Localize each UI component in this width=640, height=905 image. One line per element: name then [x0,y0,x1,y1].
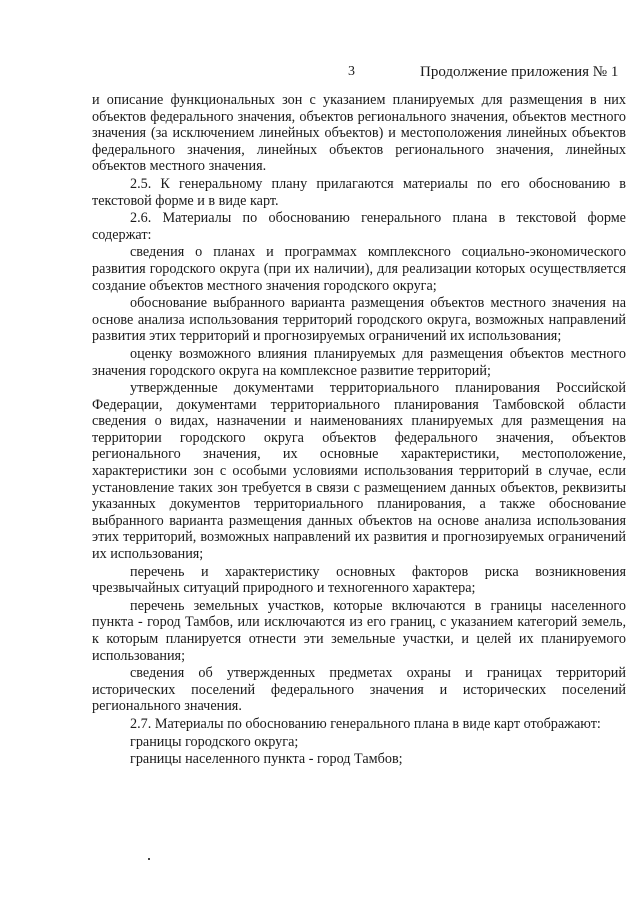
paragraph: утвержденные документами территориального планирования Российской Федерации, документами территориального планирования Тамбовской области сведения о видах, назначении и наименованиях планируемых для размещения на территории городского округа объектов федерального значения, объектов регионального значения, их основные характеристики, местоположение, характеристики зон с особыми условиями использования территорий в случае, если установление таких зон требуется в связи с размещением данных объектов, реквизиты указанных документов территориального планирования, а также обоснование выбранного варианта размещения данных объектов на основе анализа использования этих территорий, возможных направлений их развития и прогнозируемых ограничений их использования; [92,380,626,563]
running-header: Продолжение приложения № 1 [420,64,619,80]
paragraph: перечень земельных участков, которые включаются в границы населенного пункта - город Тамбов, или исключаются из его границ, с указанием категорий земель, к которым планируется отнести эти земельные участки, и целей их планируемого использования; [92,597,626,664]
paragraph: 2.7. Материалы по обоснованию генерального плана в виде карт отображают: [130,715,601,732]
paragraph: сведения о планах и программах комплексного социально-экономического развития городского округа (при их наличии), для реализации которых осуществляется создание объектов местного значения городского округа; [92,244,626,294]
paragraph: оценку возможного влияния планируемых для размещения объектов местного значения городского округа на комплексное развитие территорий; [92,345,626,379]
document-body [92,92,626,768]
scan-speck [148,858,150,860]
paragraph: и описание функциональных зон с указанием планируемых для размещения в них объектов федерального значения, объектов регионального значения, объектов местного значения (за исключением линейных объектов) и местоположения линейных объектов федерального значения, линейных объектов регионального значения, линейных объектов местного значения. [92,92,626,175]
paragraph: 2.6. Материалы по обоснованию генерального плана в текстовой форме содержат: [92,210,626,243]
paragraph: границы населенного пункта - город Тамбов; [130,751,403,768]
page-number: 3 [348,64,355,79]
paragraph: обоснование выбранного варианта размещения объектов местного значения на основе анализа использования территорий городского округа, возможных направлений развития этих территорий и прогнозируемых ограничений их использования; [92,295,626,345]
paragraph: перечень и характеристику основных факторов риска возникновения чрезвычайных ситуаций природного и техногенного характера; [92,563,626,597]
paragraph: границы городского округа; [130,733,299,750]
paragraph: 2.5. К генеральному плану прилагаются материалы по его обоснованию в текстовой форме и в виде карт. [92,175,626,209]
paragraph: сведения об утвержденных предметах охраны и границах территорий исторических поселений федерального значения и исторических поселений регионального значения. [92,665,626,715]
